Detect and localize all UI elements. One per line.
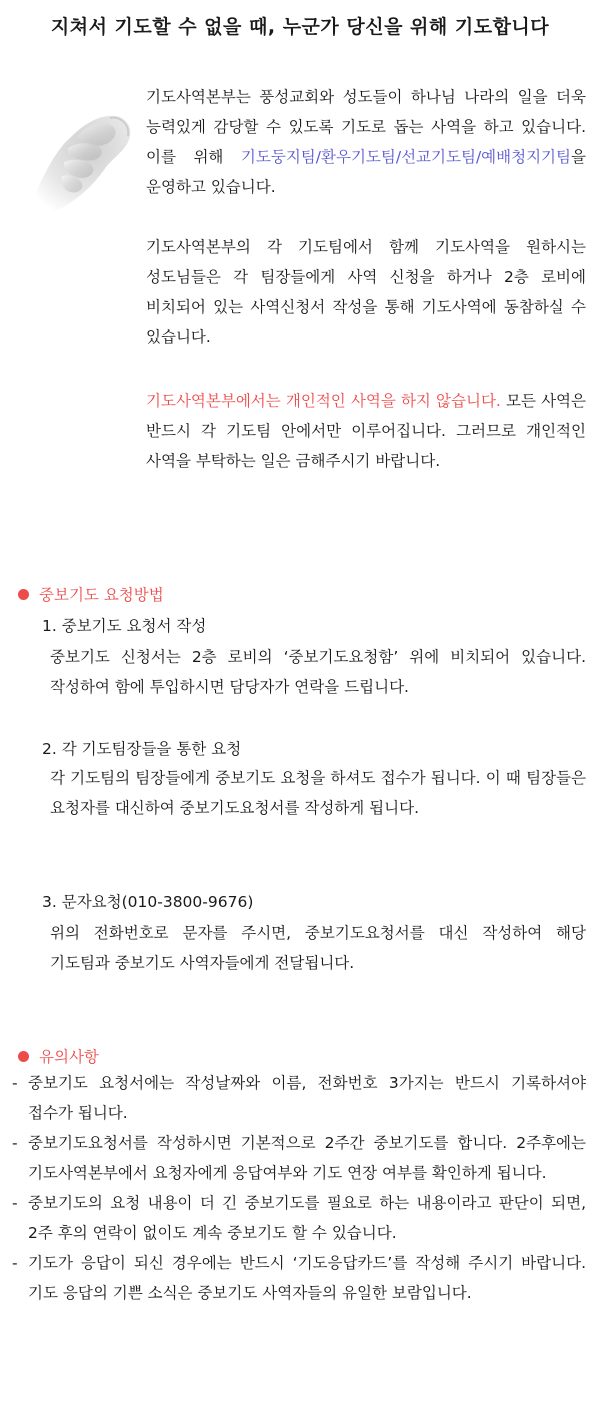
note-text: 중보기도요청서를 작성하시면 기본적으로 2주간 중보기도를 합니다. 2주후에는 기도사역본부에서 요청자에게 응답여부와 기도 연장 여부를 확인하게 됩니다. bbox=[28, 1134, 586, 1182]
note-item bbox=[12, 1068, 586, 1128]
note-item bbox=[12, 1128, 586, 1188]
notes-heading-label: 유의사항 bbox=[39, 1048, 99, 1066]
request-item-title: 3. 문자요청(010-3800-9676) bbox=[42, 893, 254, 911]
request-heading-label: 중보기도 요청방법 bbox=[39, 586, 164, 604]
request-item-body: 위의 전화번호로 문자를 주시면, 중보기도요청서를 대신 작성하여 해당 기도팀과 중보기도 사역자들에게 전달됩니다. bbox=[50, 924, 586, 972]
intro-text: 기도사역본부는 풍성교회와 성도들이 하나님 나라의 일을 더욱 능력있게 감당할 수 있도록 기도로 돕는 사역을 하고 있습니다. 이를 위해 bbox=[146, 88, 586, 166]
dash-bullet: - bbox=[12, 1194, 18, 1212]
dash-bullet: - bbox=[12, 1254, 18, 1272]
note-item bbox=[12, 1188, 586, 1248]
intro-paragraph-1 bbox=[146, 82, 586, 202]
bullet-dot-icon bbox=[18, 1051, 29, 1062]
warning-text: 기도사역본부에서는 개인적인 사역을 하지 않습니다. bbox=[146, 392, 501, 410]
note-item bbox=[12, 1248, 586, 1308]
note-text: 중보기도의 요청 내용이 더 긴 중보기도를 필요로 하는 내용이라고 판단이 되면, 2주 후의 연락이 없이도 계속 중보기도 할 수 있습니다. bbox=[28, 1194, 586, 1242]
request-section-heading bbox=[18, 583, 164, 605]
intro-paragraph-3 bbox=[146, 386, 586, 476]
dash-bullet: - bbox=[12, 1074, 18, 1092]
prayer-teams-list: 기도둥지팀/환우기도팀/선교기도팀/예배청지기팀 bbox=[240, 148, 572, 166]
note-text: 기도가 응답이 되신 경우에는 반드시 ‘기도응답카드’를 작성해 주시기 바랍니다. 기도 응답의 기쁜 소식은 중보기도 사역자들의 유일한 보람입니다. bbox=[28, 1254, 586, 1302]
praying-hands-icon bbox=[28, 96, 140, 216]
intro-paragraph-2: 기도사역본부의 각 기도팀에서 함께 기도사역을 원하시는 성도님들은 각 팀장들에게 사역 신청을 하거나 2층 로비에 비치되어 있는 사역신청서 작성을 통해 기도사역에 동참하실 수 있습니다. bbox=[146, 238, 586, 346]
warning-rest-text: 모든 사역은 반드시 각 기도팀 안에서만 이루어집니다. 그러므로 개인적인 사역을 부탁하는 일은 금해주시기 바랍니다. bbox=[146, 392, 586, 470]
bullet-dot-icon bbox=[18, 589, 29, 600]
intro-text-end: 을 운영하고 있습니다. bbox=[146, 148, 586, 196]
page-title: 지쳐서 기도할 수 없을 때, 누군가 당신을 위해 기도합니다 bbox=[50, 16, 550, 38]
notes-section-heading bbox=[18, 1045, 99, 1067]
notes-list bbox=[12, 1068, 586, 1308]
dash-bullet: - bbox=[12, 1134, 18, 1152]
request-item-title: 2. 각 기도팀장들을 통한 요청 bbox=[42, 740, 242, 758]
request-item-title: 1. 중보기도 요청서 작성 bbox=[42, 617, 207, 635]
note-text: 중보기도 요청서에는 작성날짜와 이름, 전화번호 3가지는 반드시 기록하셔야 접수가 됩니다. bbox=[28, 1074, 586, 1122]
request-item-body: 각 기도팀의 팀장들에게 중보기도 요청을 하셔도 접수가 됩니다. 이 때 팀장들은 요청자를 대신하여 중보기도요청서를 작성하게 됩니다. bbox=[50, 769, 586, 817]
request-item-body: 중보기도 신청서는 2층 로비의 ‘중보기도요청함’ 위에 비치되어 있습니다. 작성하여 함에 투입하시면 담당자가 연락을 드립니다. bbox=[50, 648, 586, 696]
